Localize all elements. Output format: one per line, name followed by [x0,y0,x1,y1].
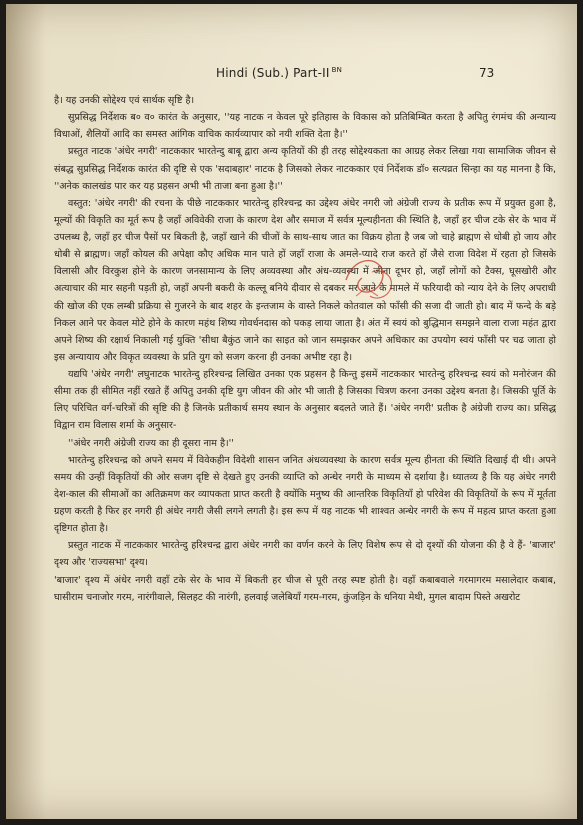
running-head-title: Hindi (Sub.) Part-II [216,66,330,80]
document-page [6,4,577,819]
paragraph-sharma-quote: ''अंधेर नगरी अंग्रेजी राज्य का ही दूसरा नाम है।'' [68,437,234,449]
running-head-code: BN [331,66,343,74]
paragraph-symbol: यद्यपि 'अंधेर नगरी' लघुनाटक भारतेन्दु हरिश्चन्द्र लिखित उनका एक प्रहसन है किन्तु इसमें नाटककार भारतेन्दु हरिश्चन्द्र स्वयं को मनोरंजन की सीमा तक ही सीमित नहीं रखते हैं अपितु उनकी दृष्टि युग जीवन की ओर भी जाती है जिसका चित्रण करना उनका उद्देश्य बनता है। जिसकी पूर्ति के लिए परिचित वर्ग-चरित्रों की सृष्टि की है जिनके प्रतीकार्थ समय स्थान के अनुसार बदलते जाते हैं। 'अंधेर नगरी' प्रतीक है अंग्रेजी राज्य का। प्रसिद्ध विद्वान राम विलास शर्मा के अनुसार- [54,369,556,432]
paragraph-purpose: वस्तुत: 'अंधेर नगरी' की रचना के पीछे नाटककार भारतेन्दु हरिश्चन्द्र का उद्देश्य अंधेर नगरी जो अंग्रेजी राज्य के प्रतीक रूप में प्रयुक्त हुआ है, मूल्यों की विकृति का मूर्त रूप है जहाँ अविवेकी राजा के कारण देश और समाज में सर्वत्र मूल्यहीनता की स्थिति है, जहाँ हर चीज टके सेर के भाव में उपलब्ध है, जहाँ हर चीज पैसों पर बिकती है, जहाँ खाने की चीजों के साथ-साथ जात का विक्रय होता है जब जो चाहे ब्राह्मण से धोबी हो जाय और धोबी से ब्राह्मण। जहाँ कोयल की अपेक्षा कौए अधिक मान पाते हों जहाँ राजा के अमले-प्यादे राज करते हों जैसे राजा विदेश में रहता हो जिसके विलासी और विरकुश होने के कारण जनसामान्य के लिए अव्यवस्था और अंध-व्यवस्था में जीना दूभर हो, जहाँ लोगों को टैक्स, घूसखोरी और अत्याचार की मार सहनी पड़ती हो, जहाँ अपनी बकरी के कल्लू बनिये दीवार से दबकर मर जाने के मामले में फरियादी को न्याय देने के लिए अपराधी की खोज की एक लम्बी प्रक्रिया से गुजरने के बाद शहर के इन्तजाम के वास्ते निकले कोतवाल को फाँसी की सजा दी जाती हो। बाद में फन्दे के बड़े निकल आने पर केवल मोटे होने के कारण महंथ शिष्य गोवर्धनदास को पकड़ लाया जाता है। अंत में स्वयं को बुद्धिमान समझने वाला राजा महंत द्वारा अपने शिष्य की रक्षार्थ निकाली गई युक्ति 'सीधा बैकुंठ जाने का साइत को जान समझकर अपने अधिकार का उपयोग स्वयं फाँसी पर चढ जाता हो इस अन्यायाय और विकृत व्यवस्था के प्रति युग को सजग करना ही उनका अभीष्ट रहा है। [54,197,556,363]
body-text [54,92,556,606]
page-number: 73 [479,66,495,80]
running-head [216,66,342,80]
paragraph-values: भारतेन्दु हरिश्चन्द्र को अपने समय में विवेकहीन विदेशी शासन जनित अंधव्यवस्था के कारण सर्वत्र मूल्य हीनता की स्थिति दिखाई दी थी। अपने समय की उन्हीं विकृतियों की ओर सजग दृष्टि से देखते हुए उनकी व्याप्ति को अन्धेर नगरी के माध्यम से दर्शाया है। ध्यातव्य है कि यह अंधेर नगरी देश-काल की सीमाओं का अतिक्रमण कर व्यापकता प्राप्त करती है क्योंकि मनुष्य की आन्तरिक विकृतियाँ हो परिवेश की विकृतियों के रूप में मूर्तता ग्रहण करती है फिर हर नगरी ही अंधेर नगरी जैसी लगने लगती है। इस रूप में यह नाटक भी शाश्वत अन्धेर नगरी के रूप में महत्व प्राप्त करता हुआ दृष्टिगत होता है। [54,454,556,535]
paragraph-scenes: प्रस्तुत नाटक में नाटककार भारतेन्दु हरिश्चन्द्र द्वारा अंधेर नगरी का वर्णन करने के लिए विशेष रूप से दो दृश्यों की योजना की है वे हैं- 'बाजार' दृश्य और 'राज्यसभा' दृश्य। [54,540,556,569]
paragraph-bazaar: 'बाजार' दृश्य में अंधेर नगरी वहाँ टके सेर के भाव में बिकती हर चीज से पूरी तरह स्पष्ट होती है। वहाँ कबाबवाले गरमागरम मसालेदार कबाब, घासीराम चनाजोर गरम, नारंगीवाले, सिलहट की नारंगी, हलवाई जलेबियाँ गरम-गरम, कुंजड़िन के धनिया मेथी, मुगल बादाम पिस्ते अखरोट [54,574,556,603]
paragraph-sadabahar: प्रस्तुत नाटक 'अंधेर नगरी' नाटककार भारतेन्दु बाबू द्वारा अन्य कृतियों की ही तरह सोद्देश्यकता का आग्रह लेकर लिखा गया सामाजिक जीवन से संबद्ध सुप्रसिद्ध निर्देशक कारंत की दृष्टि से एक 'सदाबहार' नाटक है जिसको लेकर नाटककार एवं निर्देशक डॉ० सत्यव्रत सिन्हा का यह मानना है कि, ''अनेक कालखंड पार कर यह प्रहसन अभी भी ताजा बना हुआ है।'' [54,146,556,192]
paragraph-karanth-quote: सुप्रसिद्ध निर्देशक ब० व० कारंत के अनुसार, ''यह नाटक न केवल पूरे इतिहास के विकास को प्रतिबिम्बित करता है अपितु रंगमंच की अन्यान्य विधाओं, शैलियों आदि का समस्त आंगिक वाचिक कार्यव्यापार को नयी शक्ति देता है।'' [54,112,556,141]
page-header [6,66,577,86]
paragraph-intro-end: है। यह उनकी सोद्देश्य एवं सार्थक सृष्टि है। [54,95,195,106]
